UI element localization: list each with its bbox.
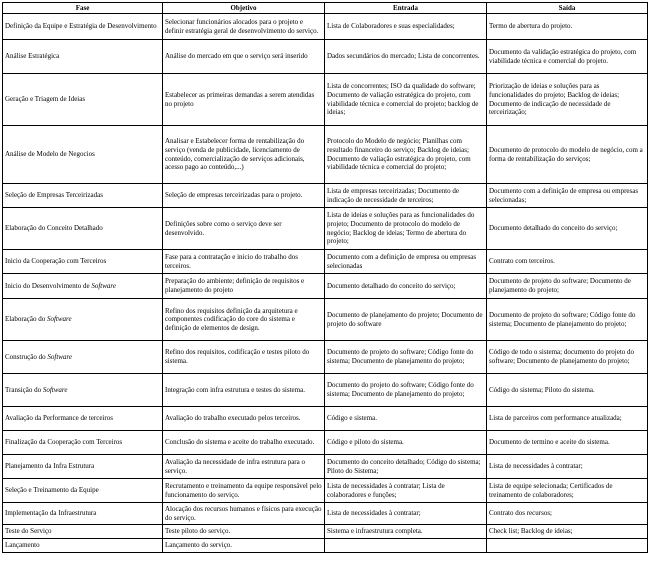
cell-entrada: Sistema e infraestrutura completa. (325, 525, 487, 539)
cell-objetivo: Teste piloto do serviço. (163, 525, 325, 539)
table-row (3, 539, 648, 553)
cell-objetivo: Análise do mercado em que o serviço será inserido (163, 40, 325, 74)
table-row (3, 374, 648, 407)
table-row (3, 274, 648, 299)
cell-fase (3, 299, 163, 341)
fase-software: Software (91, 281, 116, 290)
cell-entrada: Dados secundários do mercado; Lista de concorrentes. (325, 40, 487, 74)
cell-entrada: Lista de ideias e soluções para as funcionalidades do projeto; Documento de protocolo do modelo de negócio; Backlog de ideias; Termo de abertura do projeto; (325, 208, 487, 250)
table-row (3, 208, 648, 250)
header-saida: Saída (487, 3, 648, 14)
table-row (3, 341, 648, 374)
fase-prefix: Inicio do Desenvolvimento de (5, 281, 92, 290)
cell-saida: Contrato com terceiros. (487, 250, 648, 274)
cell-entrada: Código e piloto do sistema. (325, 431, 487, 455)
cell-objetivo: Seleção de empresas terceirizadas para o projeto. (163, 184, 325, 208)
cell-fase: Elaboração do Conceito Detalhado (3, 208, 163, 250)
fase-software: Software (47, 352, 73, 361)
cell-fase: Seleção e Treinamento da Equipe (3, 479, 163, 503)
cell-fase: Definição da Equipe e Estratégia de Desenvolvimento (3, 14, 163, 40)
cell-saida: Documento da validação estratégica do projeto, com viabilidade técnica e comercial do projeto. (487, 40, 648, 74)
cell-fase: Inicio da Cooperação com Terceiros (3, 250, 163, 274)
cell-saida: Termo de abertura do projeto. (487, 14, 648, 40)
cell-objetivo: Avaliação da necessidade de infra estrutura para o serviço. (163, 455, 325, 479)
cell-objetivo: Refino dos requisitos definição da arquitetura e componentes codificação do core do sistema e definição de elementos de design. (163, 299, 325, 341)
header-row (3, 3, 648, 14)
cell-saida: Documento de projeto do software; Documento de planejamento do projeto; (487, 274, 648, 299)
cell-fase: Geração e Triagem de Ideias (3, 74, 163, 126)
cell-fase: Teste do Serviço (3, 525, 163, 539)
cell-objetivo: Conclusão do sistema e aceite do trabalho executado. (163, 431, 325, 455)
cell-fase (3, 341, 163, 374)
table-row (3, 40, 648, 74)
cell-entrada: Documento de planejamento do projeto; Documento de projeto do software (325, 299, 487, 341)
cell-objetivo: Recrutamento e treinamento da equipe responsável pelo funcionamento do serviço. (163, 479, 325, 503)
cell-saida: Lista de parceiros com performance atualizada; (487, 407, 648, 431)
table-row (3, 479, 648, 503)
cell-entrada: Lista de necessidades à contratar; Lista de colaboradores e funções; (325, 479, 487, 503)
cell-fase: Implementação da Infraestrutura (3, 503, 163, 525)
header-entrada: Entrada (325, 3, 487, 14)
fase-prefix: Construção do (5, 352, 48, 361)
cell-objetivo: Preparação do ambiente; definição de requisitos e planejamento do projeto (163, 274, 325, 299)
table-row (3, 74, 648, 126)
cell-fase: Finalização da Cooperação com Terceiros (3, 431, 163, 455)
table-row (3, 455, 648, 479)
cell-fase: Planejamento da Infra Estrutura (3, 455, 163, 479)
cell-entrada: Lista de Colaboradores e suas especialidades; (325, 14, 487, 40)
fase-prefix: Elaboração do (5, 315, 47, 324)
table-row (3, 407, 648, 431)
header-objetivo: Objetivo (163, 3, 325, 14)
table-row (3, 14, 648, 40)
table-row (3, 250, 648, 274)
cell-objetivo: Analisar e Estabelecer forma de rentabilização do serviço (venda de publicidade, licenciamento de conteúdo, comercialização de serviços adicionais, acesso pago ao conteúdo,...) (163, 126, 325, 184)
cell-entrada: Documento do projeto do software; Código fonte do sistema; Documento de planejamento do projeto; (325, 374, 487, 407)
cell-saida: Documento detalhado do conceito do serviço; (487, 208, 648, 250)
cell-entrada: Código e sistema. (325, 407, 487, 431)
cell-objetivo: Estabelecer as primeiras demandas a serem atendidas no projeto (163, 74, 325, 126)
cell-saida: Documento com a definição de empresa ou empresas selecionadas; (487, 184, 648, 208)
cell-entrada: Documento do conceito detalhado; Código do sistema; Piloto do Sistema; (325, 455, 487, 479)
cell-objetivo: Definições sobre como o serviço deve ser desenvolvido. (163, 208, 325, 250)
cell-saida: Documento de projeto do software; Código fonte do sistema; Documento de planejamento do projeto; (487, 299, 648, 341)
phases-table (2, 2, 648, 553)
cell-entrada: Lista de concorrentes; ISO da qualidade do software; Documento de valiação estratégica do projeto, com viabilidade técnica e comercial do projeto; backlog de ideias; (325, 74, 487, 126)
cell-saida: Código do sistema; Piloto do sistema. (487, 374, 648, 407)
table-row (3, 503, 648, 525)
cell-fase: Seleção de Empresas Terceirizadas (3, 184, 163, 208)
cell-fase (3, 274, 163, 299)
fase-software: Software (46, 315, 72, 324)
cell-saida: Lista de necessidades à contratar; (487, 455, 648, 479)
header-fase: Fase (3, 3, 163, 14)
table-row (3, 525, 648, 539)
cell-fase: Análise de Modelo de Negocios (3, 126, 163, 184)
cell-entrada: Protocolo do Modelo de negócio; Planilhas com resultado financeiro do serviço; Backlog de ideias; Documento de valiação estratégica do projeto, com viabilidade técnica e comercial do projeto; (325, 126, 487, 184)
cell-entrada: Documento detalhado do conceito do serviço; (325, 274, 487, 299)
cell-objetivo: Avaliação do trabalho executado pelos terceiros. (163, 407, 325, 431)
cell-saida: Priorização de ideias e soluções para as funcionalidades do projeto; Backlog de ideias; Documento de indicação de necessidade de terceirização; (487, 74, 648, 126)
cell-saida: Check list; Backlog de ideias; (487, 525, 648, 539)
cell-objetivo: Fase para a contratação e inicio do trabalho dos terceiros. (163, 250, 325, 274)
cell-objetivo: Alocação dos recursos humanos e físicos para execução do serviço. (163, 503, 325, 525)
cell-objetivo: Selecionar funcionários alocados para o projeto e definir estratégia geral de desenvolvimento do serviço. (163, 14, 325, 40)
fase-prefix: Transição do (5, 385, 43, 394)
cell-saida: Lista de equipe selecionada; Certificados de treinamento de colaboradores; (487, 479, 648, 503)
cell-saida: Contrato dos recursos; (487, 503, 648, 525)
cell-entrada: Documento de projeto do software; Código fonte do sistema; Documento de planejamento do projeto; (325, 341, 487, 374)
cell-saida: Documento de protocolo do modelo de negócio, com a forma de rentabilização do serviços; (487, 126, 648, 184)
cell-fase: Análise Estratégica (3, 40, 163, 74)
cell-fase: Lançamento (3, 539, 163, 553)
cell-fase (3, 374, 163, 407)
cell-entrada (325, 539, 487, 553)
cell-entrada: Documento com a definição de empresa ou empresas selecionadas (325, 250, 487, 274)
fase-software: Software (42, 385, 68, 394)
cell-objetivo: Lançamento do serviço. (163, 539, 325, 553)
cell-fase: Avaliação da Performance de terceiros (3, 407, 163, 431)
cell-entrada: Lista de empresas terceirizadas; Documento de indicação de necessidade de terceiros; (325, 184, 487, 208)
cell-saida (487, 539, 648, 553)
cell-saida: Código de todo o sistema; documento do projeto do software; Documento de planejamento do projeto; (487, 341, 648, 374)
table-row (3, 299, 648, 341)
table-row (3, 184, 648, 208)
cell-objetivo: Integração com infra estrutura e testes do sistema. (163, 374, 325, 407)
cell-objetivo: Refino dos requisitos, codificação e testes piloto do sistema. (163, 341, 325, 374)
cell-entrada: Lista de necessidades à contratar; (325, 503, 487, 525)
cell-saida: Documento de termino e aceite do sistema. (487, 431, 648, 455)
table-row (3, 126, 648, 184)
table-row (3, 431, 648, 455)
